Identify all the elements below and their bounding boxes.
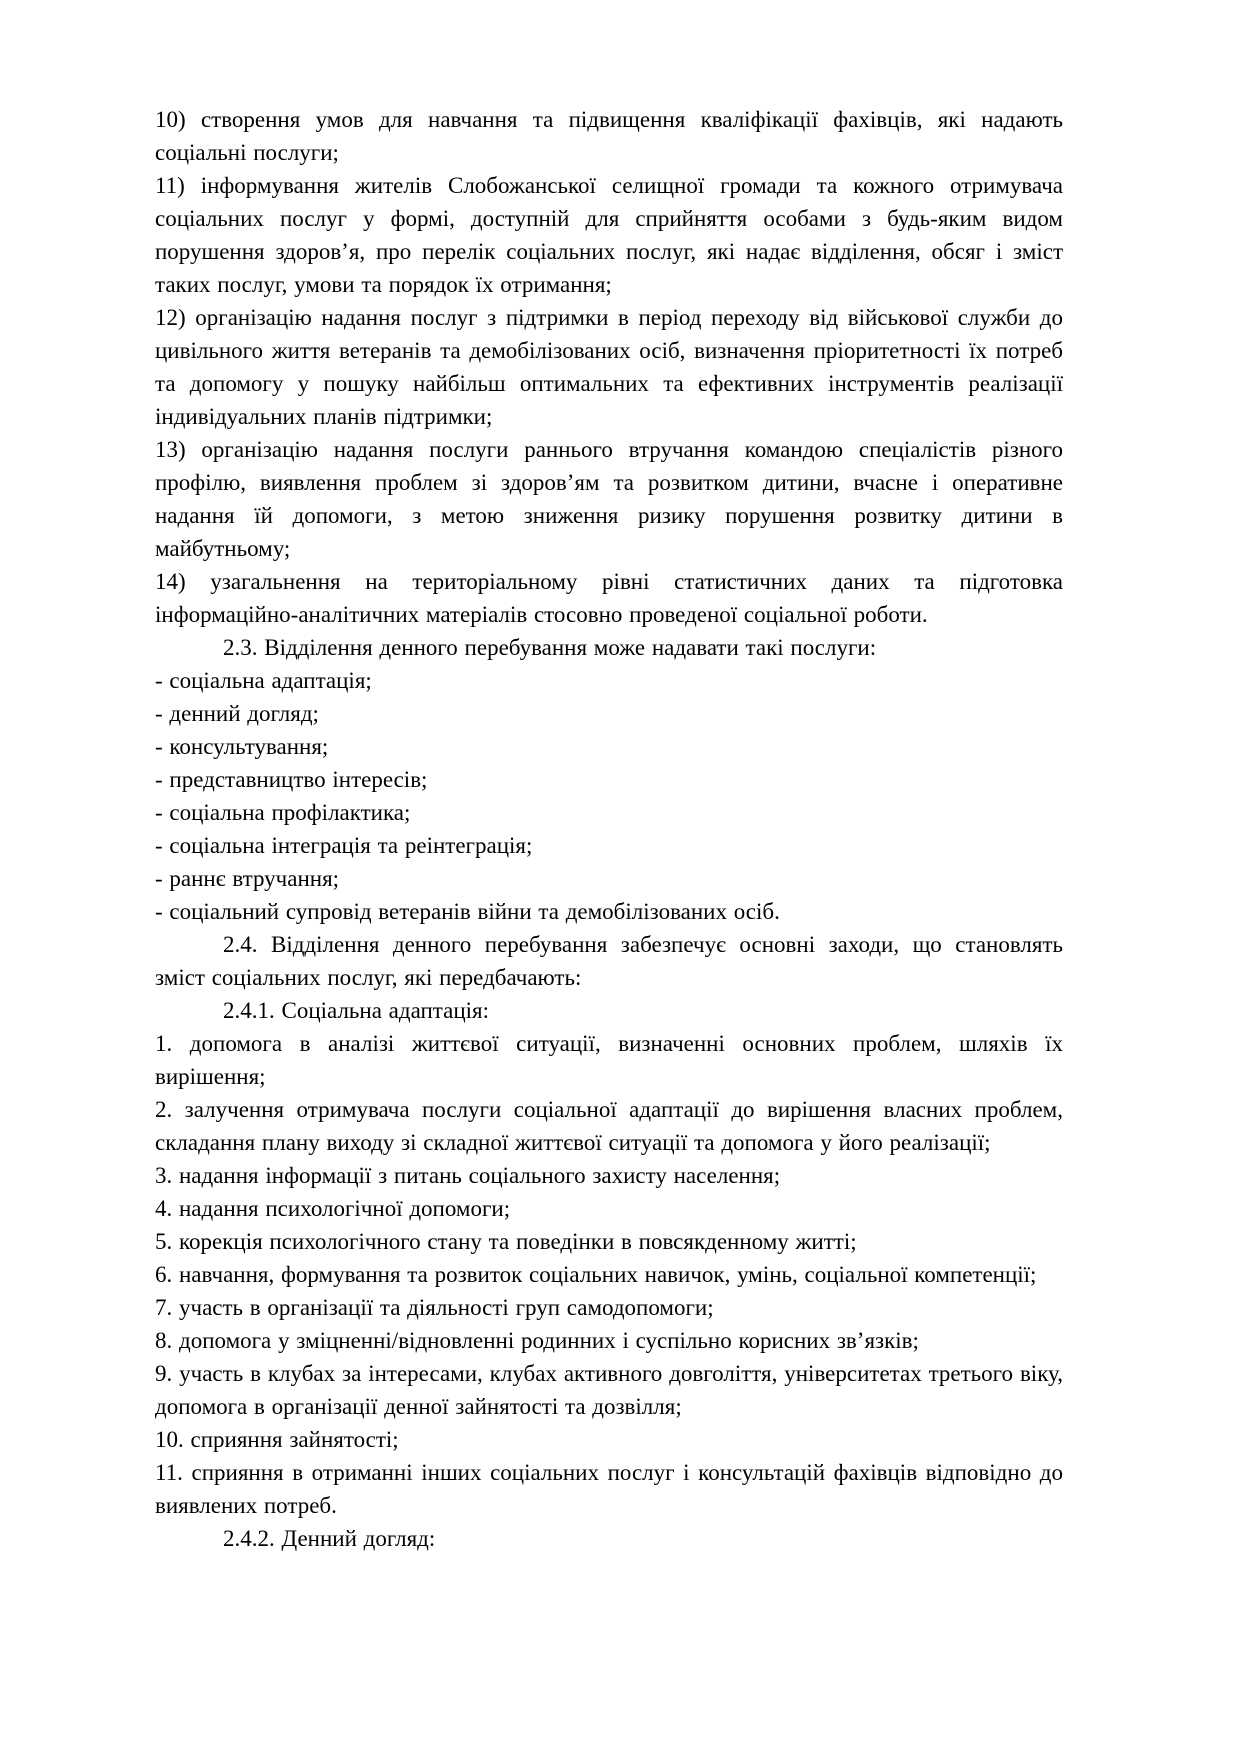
adaptation-item-1: 1. допомога в аналізі життєвої ситуації, визначенні основних проблем, шляхів їх вирішення; bbox=[155, 1031, 1063, 1089]
list-item-interest-representation: - представництво інтересів; bbox=[155, 767, 428, 792]
list-item-social-adaptation: - соціальна адаптація; bbox=[155, 668, 372, 693]
adaptation-item-5: 5. корекція психологічного стану та поведінки в повсякденному житті; bbox=[155, 1229, 857, 1254]
adaptation-item-6: 6. навчання, формування та розвиток соціальних навичок, умінь, соціальної компетенції; bbox=[155, 1262, 1037, 1287]
section-2-4-1-heading: 2.4.1. Соціальна адаптація: bbox=[223, 998, 490, 1023]
clause-14: 14) узагальнення на територіальному рівні статистичних даних та підготовка інформаційно-аналітичних матеріалів стосовно проведеної соціальної роботи. bbox=[155, 569, 1063, 627]
clause-10: 10) створення умов для навчання та підвищення кваліфікації фахівців, які надають соціальні послуги; bbox=[155, 107, 1063, 165]
adaptation-item-4: 4. надання психологічної допомоги; bbox=[155, 1196, 511, 1221]
adaptation-item-7: 7. участь в організації та діяльності груп самодопомоги; bbox=[155, 1295, 714, 1320]
section-2-4-paragraph: 2.4. Відділення денного перебування забезпечує основні заходи, що становлять зміст соціальних послуг, які передбачають: bbox=[155, 932, 1063, 990]
list-item-early-intervention: - раннє втручання; bbox=[155, 866, 340, 891]
adaptation-item-10: 10. сприяння зайнятості; bbox=[155, 1427, 399, 1452]
list-item-social-prevention: - соціальна профілактика; bbox=[155, 800, 411, 825]
section-2-3-heading: 2.3. Відділення денного перебування може надавати такі послуги: bbox=[223, 635, 877, 660]
clause-13: 13) організацію надання послуги раннього втручання командою спеціалістів різного профілю, виявлення проблем зі здоров’ям та розвитком дитини, вчасне і оперативне надання їй допомоги, з метою зниження ризику порушення розвитку дитини в майбутньому; bbox=[155, 437, 1063, 561]
clause-11: 11) інформування жителів Слобожанської селищної громади та кожного отримувача соціальних послуг у формі, доступній для сприйняття особами з будь-яким видом порушення здоров’я, про перелік соціальних послуг, які надає відділення, обсяг і зміст таких послуг, умови та порядок їх отримання; bbox=[155, 173, 1063, 297]
adaptation-item-2: 2. залучення отримувача послуги соціальної адаптації до вирішення власних проблем, складання плану виходу зі складної життєвої ситуації та допомога у його реалізації; bbox=[155, 1097, 1063, 1155]
adaptation-item-11: 11. сприяння в отриманні інших соціальних послуг і консультацій фахівців відповідно до виявлених потреб. bbox=[155, 1460, 1063, 1518]
list-item-social-integration: - соціальна інтеграція та реінтеграція; bbox=[155, 833, 533, 858]
section-2-4-2-heading: 2.4.2. Денний догляд: bbox=[223, 1526, 436, 1551]
clause-12: 12) організацію надання послуг з підтримки в період переходу від військової служби до цивільного життя ветеранів та демобілізованих осіб, визначення пріоритетності їх потреб та допомогу у пошуку найбільш оптимальних та ефективних інструментів реалізації індивідуальних планів підтримки; bbox=[155, 305, 1063, 429]
adaptation-item-3: 3. надання інформації з питань соціального захисту населення; bbox=[155, 1163, 781, 1188]
list-item-veteran-support: - соціальний супровід ветеранів війни та демобілізованих осіб. bbox=[155, 899, 780, 924]
adaptation-item-9: 9. участь в клубах за інтересами, клубах активного довголіття, університетах третього віку, допомога в організації денної зайнятості та дозвілля; bbox=[155, 1361, 1063, 1419]
adaptation-item-8: 8. допомога у зміцненні/відновленні родинних і суспільно корисних зв’язків; bbox=[155, 1328, 919, 1353]
list-item-day-care: - денний догляд; bbox=[155, 701, 319, 726]
list-item-consulting: - консультування; bbox=[155, 734, 329, 759]
